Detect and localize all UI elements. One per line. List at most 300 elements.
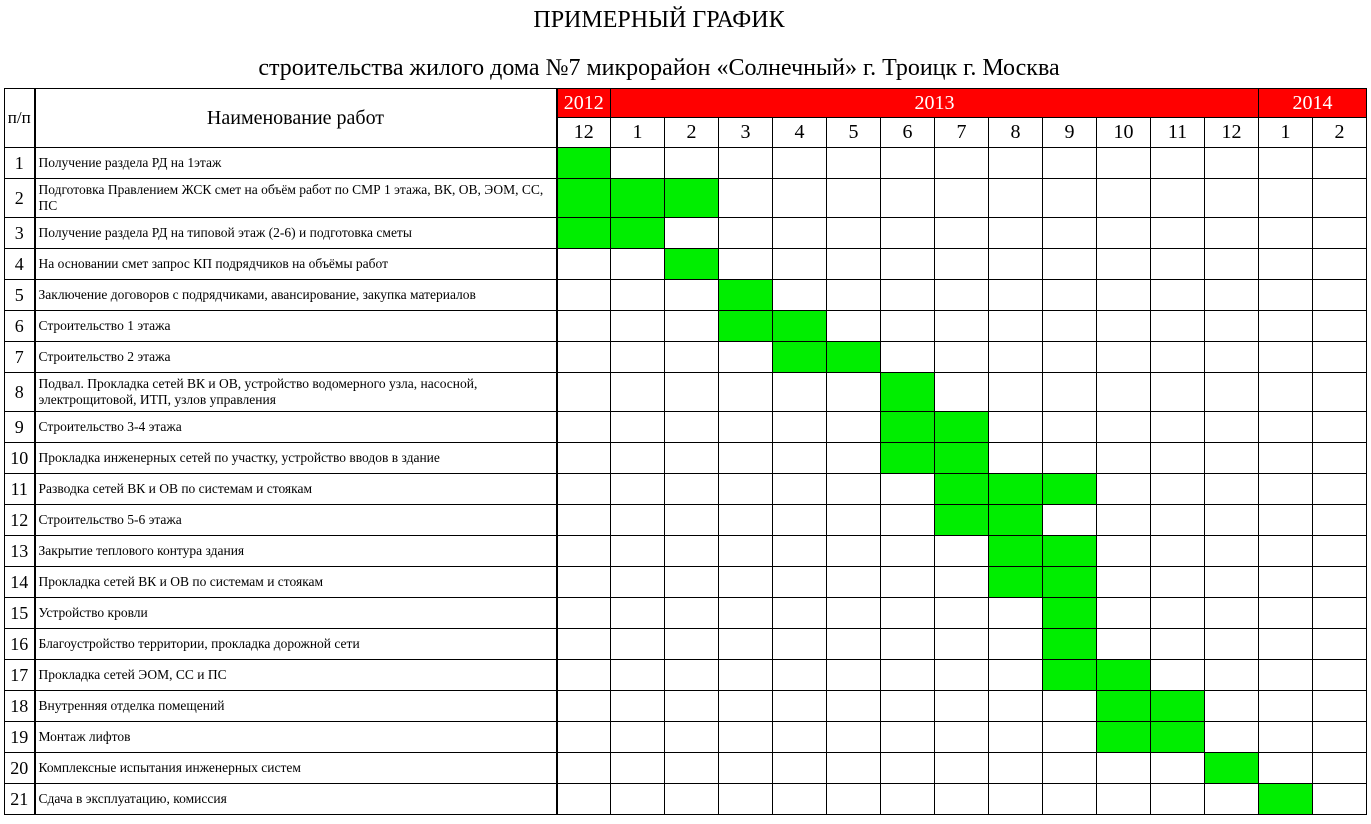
gantt-empty-cell <box>611 474 665 505</box>
header-num: п/п <box>5 89 35 148</box>
gantt-bar-cell <box>1043 536 1097 567</box>
gantt-bar-cell <box>611 218 665 249</box>
month-header: 9 <box>1043 118 1097 148</box>
gantt-empty-cell <box>1205 373 1259 412</box>
gantt-empty-cell <box>989 311 1043 342</box>
gantt-empty-cell <box>1205 629 1259 660</box>
gantt-empty-cell <box>1313 629 1367 660</box>
gantt-empty-cell <box>1313 660 1367 691</box>
gantt-empty-cell <box>827 598 881 629</box>
gantt-empty-cell <box>611 148 665 179</box>
gantt-empty-cell <box>881 536 935 567</box>
gantt-empty-cell <box>1205 148 1259 179</box>
gantt-empty-cell <box>611 722 665 753</box>
gantt-empty-cell <box>773 536 827 567</box>
gantt-empty-cell <box>665 373 719 412</box>
task-name: Устройство кровли <box>35 598 557 629</box>
gantt-empty-cell <box>935 148 989 179</box>
task-row <box>5 691 1367 722</box>
gantt-empty-cell <box>773 567 827 598</box>
gantt-empty-cell <box>881 249 935 280</box>
gantt-bar-cell <box>719 311 773 342</box>
month-header: 7 <box>935 118 989 148</box>
gantt-empty-cell <box>557 311 611 342</box>
gantt-empty-cell <box>1151 412 1205 443</box>
gantt-empty-cell <box>1259 474 1313 505</box>
gantt-empty-cell <box>1151 660 1205 691</box>
gantt-empty-cell <box>1259 722 1313 753</box>
gantt-empty-cell <box>773 784 827 815</box>
gantt-bar-cell <box>665 179 719 218</box>
gantt-bar-cell <box>935 443 989 474</box>
gantt-bar-cell <box>611 179 665 218</box>
gantt-empty-cell <box>1097 249 1151 280</box>
gantt-empty-cell <box>1259 218 1313 249</box>
gantt-empty-cell <box>665 629 719 660</box>
task-number: 4 <box>5 249 35 280</box>
task-row <box>5 629 1367 660</box>
gantt-empty-cell <box>1205 179 1259 218</box>
month-header: 11 <box>1151 118 1205 148</box>
gantt-empty-cell <box>1097 218 1151 249</box>
gantt-empty-cell <box>827 567 881 598</box>
gantt-empty-cell <box>1151 505 1205 536</box>
year-header-row <box>5 89 1367 118</box>
gantt-empty-cell <box>773 691 827 722</box>
gantt-empty-cell <box>1205 311 1259 342</box>
gantt-empty-cell <box>1205 722 1259 753</box>
gantt-empty-cell <box>665 598 719 629</box>
gantt-empty-cell <box>719 148 773 179</box>
gantt-empty-cell <box>557 660 611 691</box>
gantt-empty-cell <box>1313 722 1367 753</box>
gantt-empty-cell <box>1097 629 1151 660</box>
task-name: Получение раздела РД на 1этаж <box>35 148 557 179</box>
task-row <box>5 536 1367 567</box>
gantt-empty-cell <box>881 691 935 722</box>
gantt-empty-cell <box>935 784 989 815</box>
gantt-empty-cell <box>1043 691 1097 722</box>
gantt-empty-cell <box>1313 567 1367 598</box>
gantt-empty-cell <box>1313 443 1367 474</box>
gantt-empty-cell <box>935 342 989 373</box>
gantt-empty-cell <box>935 373 989 412</box>
gantt-empty-cell <box>557 474 611 505</box>
gantt-empty-cell <box>665 691 719 722</box>
task-name: Монтаж лифтов <box>35 722 557 753</box>
task-row <box>5 505 1367 536</box>
task-row <box>5 660 1367 691</box>
task-name: Строительство 5-6 этажа <box>35 505 557 536</box>
gantt-empty-cell <box>1151 753 1205 784</box>
gantt-empty-cell <box>881 753 935 784</box>
gantt-empty-cell <box>557 249 611 280</box>
gantt-empty-cell <box>1259 373 1313 412</box>
gantt-empty-cell <box>1259 629 1313 660</box>
gantt-bar-cell <box>1043 629 1097 660</box>
task-row <box>5 342 1367 373</box>
gantt-empty-cell <box>1259 179 1313 218</box>
task-number: 15 <box>5 598 35 629</box>
gantt-empty-cell <box>1043 505 1097 536</box>
gantt-empty-cell <box>719 249 773 280</box>
gantt-empty-cell <box>665 443 719 474</box>
gantt-empty-cell <box>1043 722 1097 753</box>
gantt-empty-cell <box>611 753 665 784</box>
gantt-empty-cell <box>1151 784 1205 815</box>
gantt-empty-cell <box>773 722 827 753</box>
gantt-empty-cell <box>827 373 881 412</box>
gantt-bar-cell <box>1151 722 1205 753</box>
gantt-empty-cell <box>827 311 881 342</box>
gantt-empty-cell <box>773 280 827 311</box>
month-header: 2 <box>1313 118 1367 148</box>
gantt-empty-cell <box>1043 311 1097 342</box>
task-name: Закрытие теплового контура здания <box>35 536 557 567</box>
task-row <box>5 179 1367 218</box>
gantt-empty-cell <box>1205 660 1259 691</box>
gantt-empty-cell <box>1151 536 1205 567</box>
gantt-empty-cell <box>1313 474 1367 505</box>
gantt-empty-cell <box>989 280 1043 311</box>
task-row <box>5 443 1367 474</box>
gantt-empty-cell <box>935 218 989 249</box>
month-header: 4 <box>773 118 827 148</box>
gantt-empty-cell <box>827 629 881 660</box>
gantt-bar-cell <box>665 249 719 280</box>
gantt-empty-cell <box>665 311 719 342</box>
gantt-empty-cell <box>719 412 773 443</box>
gantt-bar-cell <box>935 505 989 536</box>
task-name: Прокладка сетей ВК и ОВ по системам и стоякам <box>35 567 557 598</box>
gantt-bar-cell <box>557 148 611 179</box>
gantt-empty-cell <box>1151 598 1205 629</box>
gantt-empty-cell <box>557 784 611 815</box>
month-header: 10 <box>1097 118 1151 148</box>
gantt-empty-cell <box>1151 249 1205 280</box>
gantt-empty-cell <box>881 598 935 629</box>
gantt-empty-cell <box>827 660 881 691</box>
gantt-empty-cell <box>1259 598 1313 629</box>
gantt-empty-cell <box>827 722 881 753</box>
gantt-empty-cell <box>557 629 611 660</box>
gantt-empty-cell <box>611 280 665 311</box>
gantt-empty-cell <box>935 536 989 567</box>
gantt-empty-cell <box>1313 280 1367 311</box>
task-name: Сдача в эксплуатацию, комиссия <box>35 784 557 815</box>
gantt-empty-cell <box>881 474 935 505</box>
task-name: Разводка сетей ВК и ОВ по системам и стоякам <box>35 474 557 505</box>
gantt-empty-cell <box>665 474 719 505</box>
task-name: Строительство 3-4 этажа <box>35 412 557 443</box>
task-name: Комплексные испытания инженерных систем <box>35 753 557 784</box>
gantt-empty-cell <box>989 148 1043 179</box>
task-name: Получение раздела РД на типовой этаж (2-6) и подготовка сметы <box>35 218 557 249</box>
gantt-bar-cell <box>1259 784 1313 815</box>
gantt-empty-cell <box>827 505 881 536</box>
gantt-empty-cell <box>557 280 611 311</box>
gantt-empty-cell <box>1097 373 1151 412</box>
gantt-empty-cell <box>881 218 935 249</box>
gantt-bar-cell <box>719 280 773 311</box>
month-header: 12 <box>1205 118 1259 148</box>
year-header-2013: 2013 <box>611 89 1259 118</box>
gantt-empty-cell <box>719 474 773 505</box>
gantt-empty-cell <box>1151 629 1205 660</box>
gantt-empty-cell <box>827 691 881 722</box>
gantt-empty-cell <box>827 280 881 311</box>
gantt-empty-cell <box>719 443 773 474</box>
gantt-empty-cell <box>1043 373 1097 412</box>
gantt-empty-cell <box>611 536 665 567</box>
gantt-empty-cell <box>611 598 665 629</box>
gantt-empty-cell <box>773 373 827 412</box>
gantt-empty-cell <box>719 342 773 373</box>
gantt-empty-cell <box>881 280 935 311</box>
gantt-empty-cell <box>611 342 665 373</box>
gantt-empty-cell <box>1313 412 1367 443</box>
gantt-empty-cell <box>611 691 665 722</box>
gantt-empty-cell <box>719 505 773 536</box>
gantt-empty-cell <box>1151 148 1205 179</box>
gantt-empty-cell <box>1097 784 1151 815</box>
task-name: Прокладка сетей ЭОМ, СС и ПС <box>35 660 557 691</box>
gantt-bar-cell <box>1097 722 1151 753</box>
gantt-empty-cell <box>1313 753 1367 784</box>
task-name: Благоустройство территории, прокладка дорожной сети <box>35 629 557 660</box>
gantt-empty-cell <box>1043 753 1097 784</box>
gantt-empty-cell <box>665 148 719 179</box>
gantt-empty-cell <box>1205 691 1259 722</box>
gantt-bar-cell <box>827 342 881 373</box>
gantt-empty-cell <box>935 691 989 722</box>
gantt-empty-cell <box>665 505 719 536</box>
gantt-empty-cell <box>1313 311 1367 342</box>
gantt-bar-cell <box>1043 598 1097 629</box>
gantt-empty-cell <box>719 598 773 629</box>
gantt-empty-cell <box>1097 148 1151 179</box>
task-name: Внутренняя отделка помещений <box>35 691 557 722</box>
gantt-empty-cell <box>881 311 935 342</box>
gantt-empty-cell <box>1313 218 1367 249</box>
gantt-empty-cell <box>773 629 827 660</box>
task-number: 2 <box>5 179 35 218</box>
gantt-empty-cell <box>1313 505 1367 536</box>
gantt-empty-cell <box>935 567 989 598</box>
gantt-empty-cell <box>773 412 827 443</box>
gantt-empty-cell <box>1205 249 1259 280</box>
gantt-empty-cell <box>881 148 935 179</box>
gantt-empty-cell <box>1259 249 1313 280</box>
gantt-empty-cell <box>1259 536 1313 567</box>
gantt-bar-cell <box>989 567 1043 598</box>
gantt-empty-cell <box>719 179 773 218</box>
gantt-empty-cell <box>1097 443 1151 474</box>
gantt-empty-cell <box>557 691 611 722</box>
gantt-empty-cell <box>1259 311 1313 342</box>
gantt-empty-cell <box>827 536 881 567</box>
gantt-empty-cell <box>881 722 935 753</box>
gantt-empty-cell <box>1259 567 1313 598</box>
gantt-empty-cell <box>773 249 827 280</box>
task-number: 19 <box>5 722 35 753</box>
gantt-empty-cell <box>1097 311 1151 342</box>
gantt-bar-cell <box>773 342 827 373</box>
gantt-empty-cell <box>719 660 773 691</box>
header-name: Наименование работ <box>35 89 557 148</box>
gantt-empty-cell <box>611 249 665 280</box>
task-number: 5 <box>5 280 35 311</box>
gantt-empty-cell <box>935 311 989 342</box>
task-row <box>5 280 1367 311</box>
task-number: 1 <box>5 148 35 179</box>
gantt-bar-cell <box>773 311 827 342</box>
task-number: 16 <box>5 629 35 660</box>
gantt-empty-cell <box>1205 505 1259 536</box>
gantt-empty-cell <box>719 629 773 660</box>
month-header: 12 <box>557 118 611 148</box>
gantt-empty-cell <box>989 660 1043 691</box>
gantt-empty-cell <box>557 598 611 629</box>
month-header: 1 <box>1259 118 1313 148</box>
gantt-empty-cell <box>935 722 989 753</box>
task-row <box>5 784 1367 815</box>
gantt-empty-cell <box>1097 342 1151 373</box>
gantt-empty-cell <box>719 536 773 567</box>
gantt-empty-cell <box>881 342 935 373</box>
gantt-empty-cell <box>1097 505 1151 536</box>
gantt-empty-cell <box>557 722 611 753</box>
gantt-empty-cell <box>719 218 773 249</box>
task-number: 3 <box>5 218 35 249</box>
gantt-empty-cell <box>557 753 611 784</box>
gantt-empty-cell <box>989 179 1043 218</box>
gantt-empty-cell <box>1313 691 1367 722</box>
month-header: 1 <box>611 118 665 148</box>
gantt-empty-cell <box>1313 342 1367 373</box>
task-row <box>5 249 1367 280</box>
gantt-empty-cell <box>665 280 719 311</box>
gantt-empty-cell <box>1097 598 1151 629</box>
gantt-empty-cell <box>1043 249 1097 280</box>
gantt-empty-cell <box>719 753 773 784</box>
gantt-empty-cell <box>989 753 1043 784</box>
gantt-empty-cell <box>719 784 773 815</box>
gantt-empty-cell <box>557 567 611 598</box>
gantt-empty-cell <box>1043 148 1097 179</box>
gantt-empty-cell <box>557 443 611 474</box>
gantt-empty-cell <box>1259 443 1313 474</box>
gantt-empty-cell <box>1151 342 1205 373</box>
task-number: 10 <box>5 443 35 474</box>
gantt-empty-cell <box>1151 567 1205 598</box>
gantt-empty-cell <box>1259 280 1313 311</box>
gantt-empty-cell <box>1205 412 1259 443</box>
gantt-empty-cell <box>1043 179 1097 218</box>
gantt-empty-cell <box>611 505 665 536</box>
gantt-bar-cell <box>935 474 989 505</box>
gantt-empty-cell <box>1259 148 1313 179</box>
task-number: 18 <box>5 691 35 722</box>
gantt-empty-cell <box>1151 218 1205 249</box>
year-header-2014: 2014 <box>1259 89 1367 118</box>
gantt-bar-cell <box>989 505 1043 536</box>
gantt-empty-cell <box>1043 784 1097 815</box>
gantt-bar-cell <box>1043 474 1097 505</box>
gantt-empty-cell <box>1259 660 1313 691</box>
gantt-empty-cell <box>1151 373 1205 412</box>
gantt-empty-cell <box>1259 412 1313 443</box>
gantt-empty-cell <box>1097 179 1151 218</box>
task-name: Подготовка Правлением ЖСК смет на объём работ по СМР 1 этажа, ВК, ОВ, ЭОМ, СС, ПС <box>35 179 557 218</box>
gantt-empty-cell <box>1205 280 1259 311</box>
gantt-empty-cell <box>557 536 611 567</box>
gantt-empty-cell <box>1313 598 1367 629</box>
gantt-empty-cell <box>1205 218 1259 249</box>
gantt-empty-cell <box>881 784 935 815</box>
gantt-empty-cell <box>935 598 989 629</box>
gantt-empty-cell <box>1259 691 1313 722</box>
gantt-empty-cell <box>1151 179 1205 218</box>
gantt-empty-cell <box>1205 598 1259 629</box>
gantt-empty-cell <box>1205 474 1259 505</box>
gantt-empty-cell <box>1205 536 1259 567</box>
gantt-empty-cell <box>1043 280 1097 311</box>
task-name: Строительство 1 этажа <box>35 311 557 342</box>
task-number: 11 <box>5 474 35 505</box>
task-name: Заключение договоров с подрядчиками, авансирование, закупка материалов <box>35 280 557 311</box>
task-number: 6 <box>5 311 35 342</box>
gantt-empty-cell <box>935 280 989 311</box>
gantt-empty-cell <box>665 753 719 784</box>
gantt-empty-cell <box>719 567 773 598</box>
gantt-bar-cell <box>1151 691 1205 722</box>
task-name: Подвал. Прокладка сетей ВК и ОВ, устройство водомерного узла, насосной, электрощитовой, ИТП, узлов управления <box>35 373 557 412</box>
gantt-empty-cell <box>665 218 719 249</box>
gantt-empty-cell <box>989 629 1043 660</box>
gantt-empty-cell <box>773 660 827 691</box>
gantt-empty-cell <box>827 218 881 249</box>
gantt-bar-cell <box>1097 660 1151 691</box>
task-row <box>5 753 1367 784</box>
gantt-empty-cell <box>1205 443 1259 474</box>
gantt-empty-cell <box>827 249 881 280</box>
gantt-empty-cell <box>989 218 1043 249</box>
task-row <box>5 598 1367 629</box>
task-number: 13 <box>5 536 35 567</box>
gantt-empty-cell <box>881 179 935 218</box>
task-number: 7 <box>5 342 35 373</box>
gantt-empty-cell <box>1043 412 1097 443</box>
gantt-empty-cell <box>989 691 1043 722</box>
gantt-empty-cell <box>881 629 935 660</box>
gantt-empty-cell <box>1205 567 1259 598</box>
gantt-empty-cell <box>719 373 773 412</box>
gantt-empty-cell <box>557 505 611 536</box>
gantt-empty-cell <box>1151 280 1205 311</box>
gantt-empty-cell <box>773 474 827 505</box>
task-row <box>5 412 1367 443</box>
task-list <box>5 148 1367 815</box>
gantt-empty-cell <box>989 784 1043 815</box>
task-row <box>5 474 1367 505</box>
gantt-empty-cell <box>1043 342 1097 373</box>
gantt-empty-cell <box>611 629 665 660</box>
gantt-empty-cell <box>1097 474 1151 505</box>
gantt-bar-cell <box>989 474 1043 505</box>
gantt-empty-cell <box>665 412 719 443</box>
page-title: ПРИМЕРНЫЙ ГРАФИК <box>533 7 785 33</box>
